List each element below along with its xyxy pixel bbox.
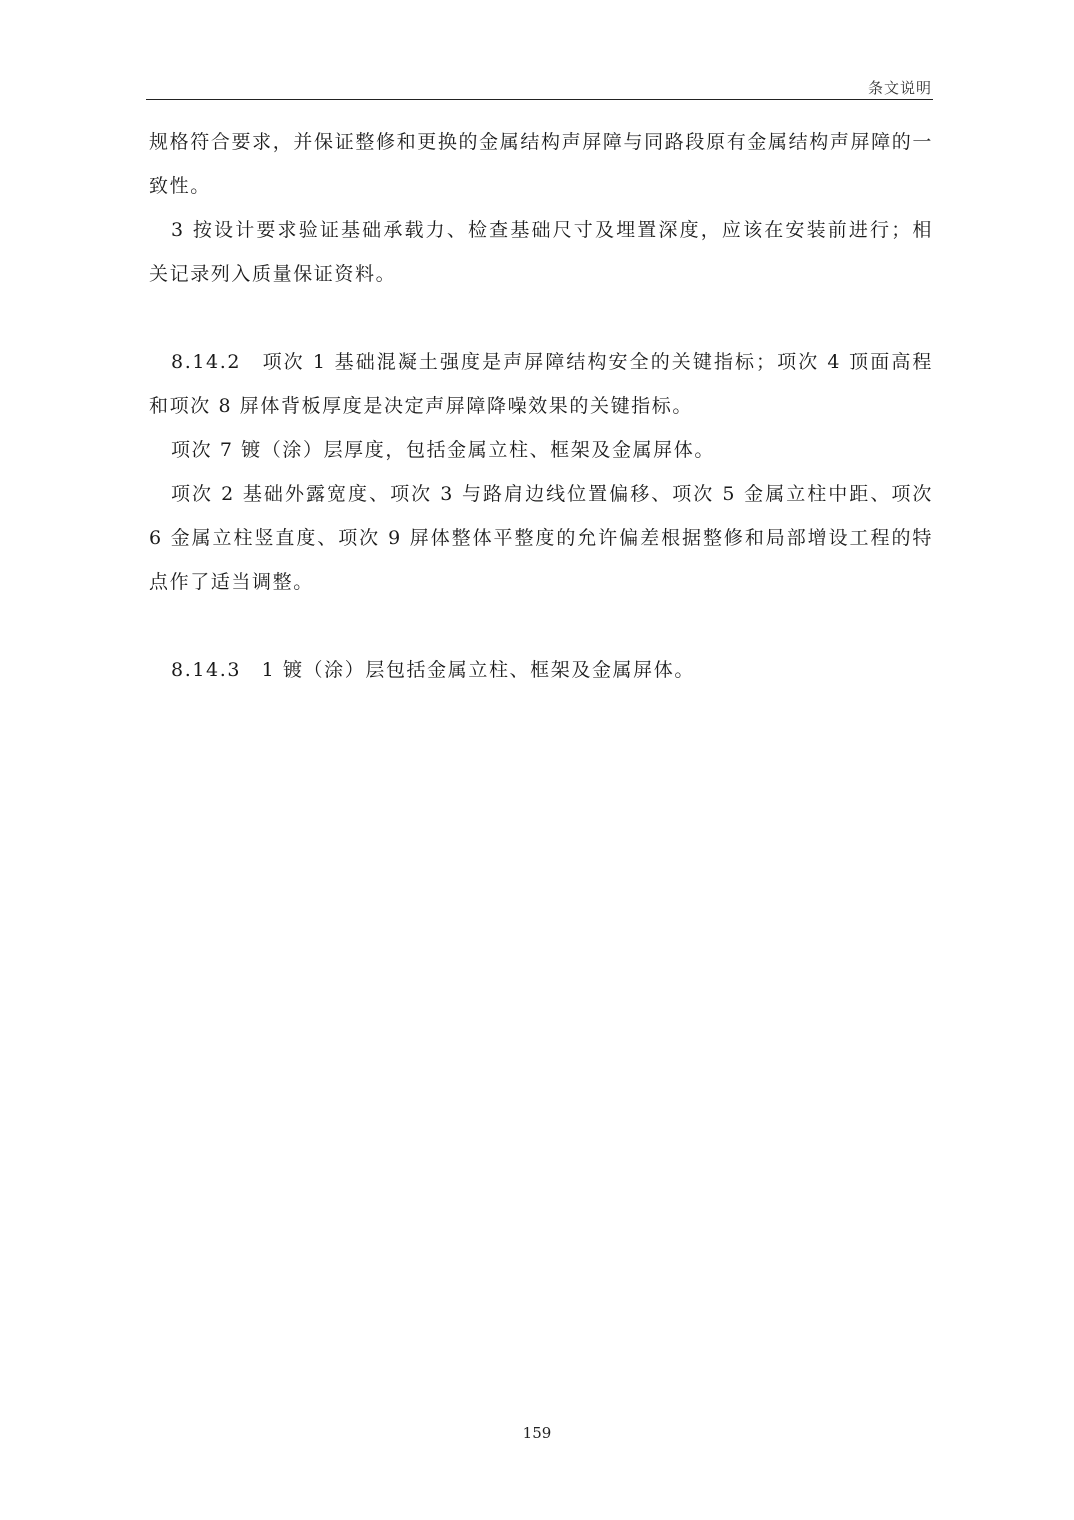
paragraph-tolerance-adjustment: 项次 2 基础外露宽度、项次 3 与路肩边线位置偏移、项次 5 金属立柱中距、项次 6 金属立柱竖直度、项次 9 屏体整体平整度的允许偏差根据整修和局部增设工程的特点作了适当调整。	[149, 483, 933, 593]
paragraph-item-3: 3 按设计要求验证基础承载力、检查基础尺寸及埋置深度，应该在安装前进行；相关记录列入质量保证资料。	[149, 219, 933, 285]
paragraph-continuation: 规格符合要求，并保证整修和更换的金属结构声屏障与同路段原有金属结构声屏障的一致性。	[149, 131, 933, 197]
document-body	[149, 120, 933, 692]
paragraph-8-14-3: 8.14.3 1 镀（涂）层包括金属立柱、框架及金属屏体。	[171, 659, 695, 681]
paragraph-8-14-2: 8.14.2 项次 1 基础混凝土强度是声屏障结构安全的关键指标；项次 4 顶面高程和项次 8 屏体背板厚度是决定声屏障降噪效果的关键指标。	[149, 351, 933, 417]
paragraph-item-7-coating: 项次 7 镀（涂）层厚度，包括金属立柱、框架及金属屏体。	[171, 439, 715, 461]
header-divider	[146, 99, 933, 100]
page-number: 159	[522, 1424, 552, 1442]
section-header-label: 条文说明	[867, 79, 932, 97]
